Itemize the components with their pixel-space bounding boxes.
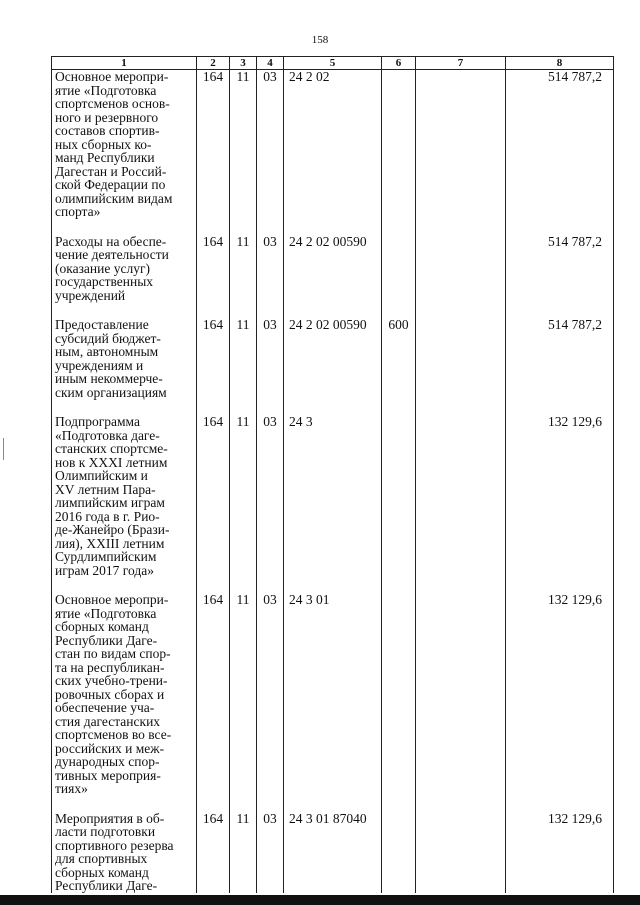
cell-col7 <box>416 415 506 593</box>
row-name-cell: Подпрограмма «Подготовка даге- станских спортсме- нов к XXXI летним Олимпийским и XV летним Пара- лимпийским играм 2016 года в г. Рио- де-Жанейро (Брази- лия), XXIII летним Сурдлимпийским играм 2017 года» <box>52 415 197 593</box>
column-header: 3 <box>230 57 257 70</box>
cell-col5: 24 3 01 <box>284 593 382 812</box>
cell-col8: 132 129,6 <box>506 415 614 593</box>
table-row <box>52 415 614 593</box>
column-header: 8 <box>506 57 614 70</box>
cell-col6: 600 <box>382 318 416 415</box>
cell-col7 <box>416 235 506 319</box>
page-number: 158 <box>311 34 329 46</box>
table-row <box>52 235 614 319</box>
column-header: 5 <box>284 57 382 70</box>
cell-col6 <box>382 593 416 812</box>
cell-col8: 514 787,2 <box>506 235 614 319</box>
cell-col3: 11 <box>230 593 257 812</box>
cell-col2: 164 <box>197 235 230 319</box>
scan-bottom-edge <box>0 895 640 905</box>
column-header: 2 <box>197 57 230 70</box>
cell-col2: 164 <box>197 70 230 235</box>
row-name-cell: Основное меропри- ятие «Подготовка спортсменов основ- ного и резервного составов спортив- ных сборных ко- манд Республики Дагестан и Россий- ской Федерации по олимпийским видам спорта» <box>52 70 197 235</box>
cell-col6 <box>382 812 416 893</box>
cell-col4: 03 <box>257 415 284 593</box>
cell-col8: 132 129,6 <box>506 812 614 893</box>
cell-col3: 11 <box>230 415 257 593</box>
cell-col3: 11 <box>230 812 257 893</box>
cell-col6 <box>382 415 416 593</box>
cell-col2: 164 <box>197 415 230 593</box>
cell-col3: 11 <box>230 235 257 319</box>
cell-col5: 24 2 02 <box>284 70 382 235</box>
cell-col5: 24 3 01 87040 <box>284 812 382 893</box>
cell-col5: 24 2 02 00590 <box>284 235 382 319</box>
cell-col6 <box>382 70 416 235</box>
cell-col8: 514 787,2 <box>506 318 614 415</box>
column-header: 1 <box>52 57 197 70</box>
cell-col4: 03 <box>257 812 284 893</box>
row-name-cell: Расходы на обеспе- чение деятельности (оказание услуг) государственных учреждений <box>52 235 197 319</box>
table-row <box>52 318 614 415</box>
scan-artifact <box>3 438 4 460</box>
column-header: 4 <box>257 57 284 70</box>
cell-col5: 24 3 <box>284 415 382 593</box>
cell-col7 <box>416 593 506 812</box>
cell-col6 <box>382 235 416 319</box>
cell-col8: 514 787,2 <box>506 70 614 235</box>
table-header-row <box>52 57 614 70</box>
cell-col7 <box>416 812 506 893</box>
cell-col4: 03 <box>257 235 284 319</box>
cell-col8: 132 129,6 <box>506 593 614 812</box>
table-row <box>52 812 614 893</box>
table-row <box>52 70 614 235</box>
column-header: 6 <box>382 57 416 70</box>
row-name-cell: Предоставление субсидий бюджет- ным, автономным учреждениям и иным некоммерче- ским организациям <box>52 318 197 415</box>
table-row <box>52 593 614 812</box>
cell-col3: 11 <box>230 318 257 415</box>
cell-col7 <box>416 318 506 415</box>
cell-col4: 03 <box>257 70 284 235</box>
cell-col4: 03 <box>257 593 284 812</box>
cell-col2: 164 <box>197 318 230 415</box>
cell-col7 <box>416 70 506 235</box>
row-name-cell: Основное меропри- ятие «Подготовка сборных команд Республики Даге- стан по видам спор- та на республикан- ских учебно-трени- ровочных сборах и обеспечение уча- стия дагестанских спортсменов во все- российских и меж- дународных спор- тивных мероприя- тиях» <box>52 593 197 812</box>
cell-col4: 03 <box>257 318 284 415</box>
cell-col5: 24 2 02 00590 <box>284 318 382 415</box>
column-header: 7 <box>416 57 506 70</box>
cell-col2: 164 <box>197 812 230 893</box>
cell-col3: 11 <box>230 70 257 235</box>
row-name-cell: Мероприятия в об- ласти подготовки спортивного резерва для спортивных сборных команд Республики Даге- <box>52 812 197 893</box>
budget-table <box>51 56 614 893</box>
cell-col2: 164 <box>197 593 230 812</box>
